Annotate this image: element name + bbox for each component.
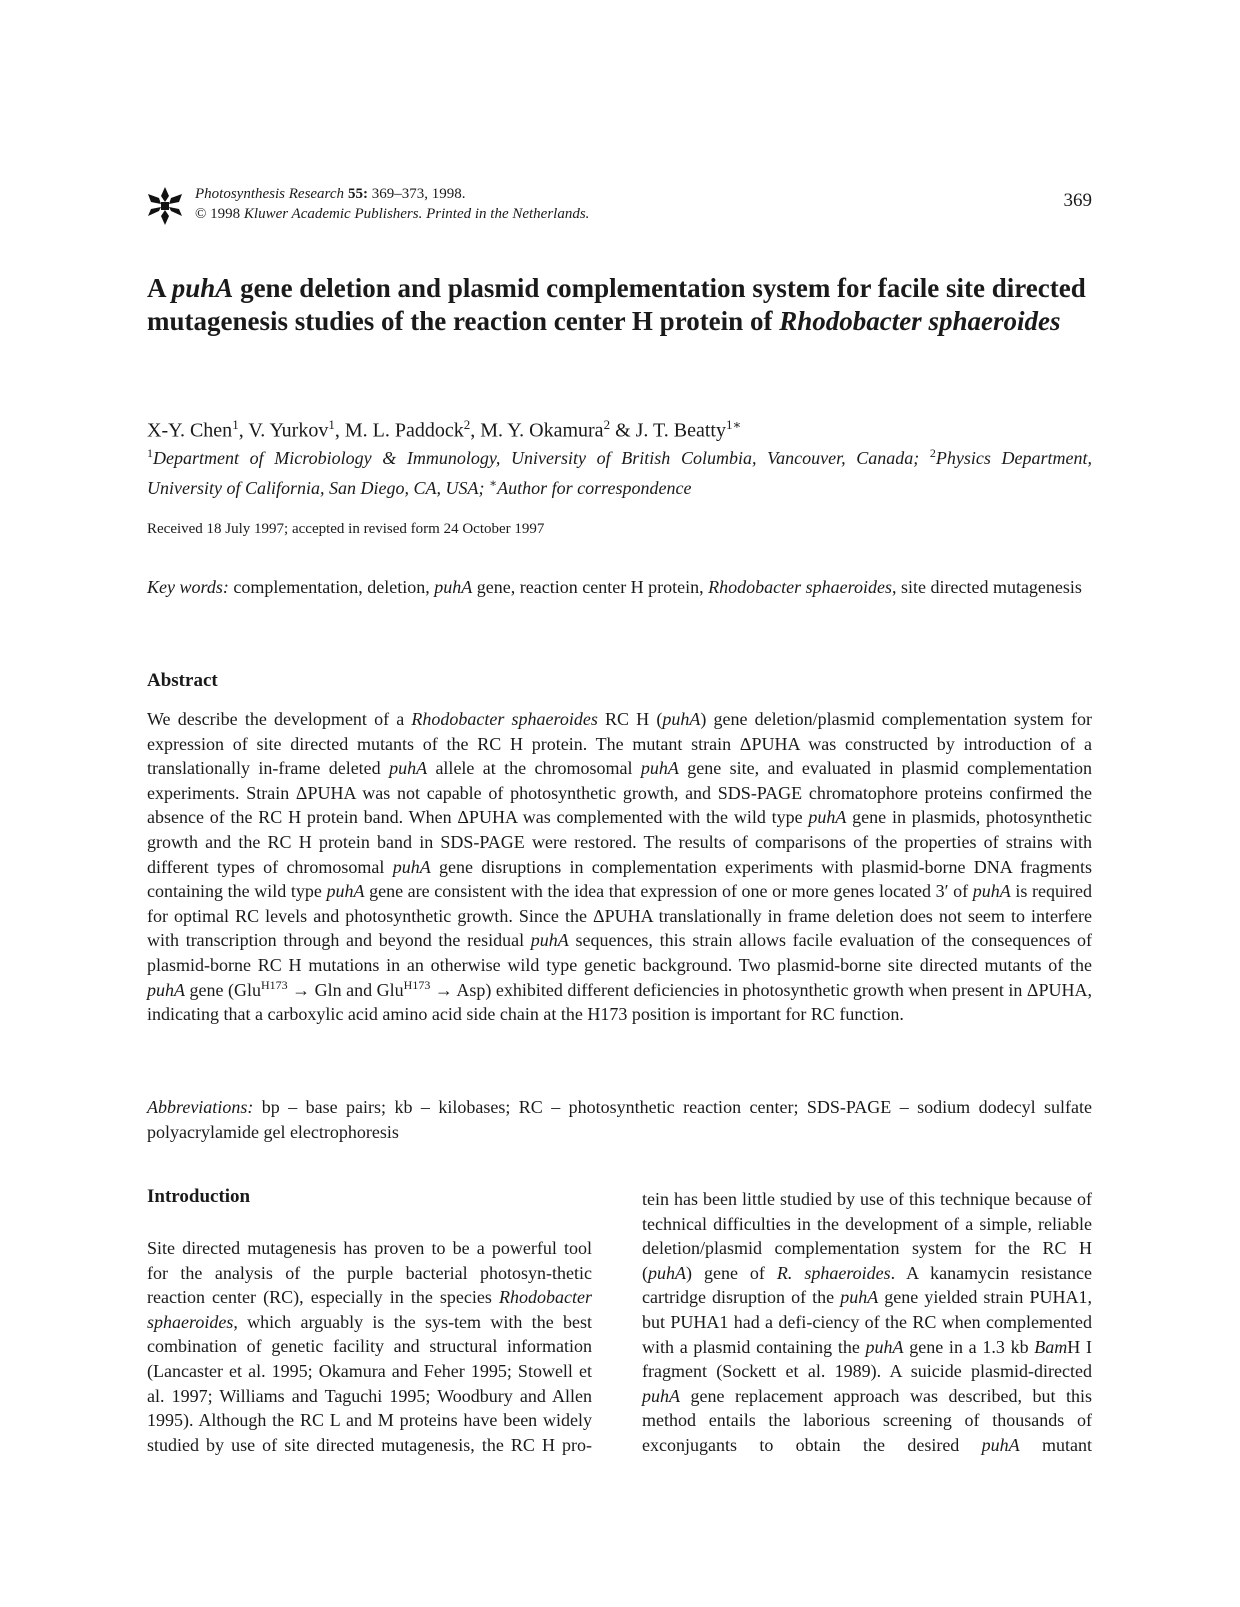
kluwer-publisher-logo — [147, 186, 183, 226]
abbreviations: Abbreviations: bp – base pairs; kb – kilobases; RC – photosynthetic reaction center; SDS-PAGE – sodium dodecyl sulfate polyacrylamide gel electrophoresis — [147, 1097, 1092, 1142]
keywords: Key words: complementation, deletion, puhA gene, reaction center H protein, Rhodobacter sphaeroides, site directed mutagenesis — [147, 577, 1082, 597]
journal-volume: 55: — [348, 186, 368, 202]
copyright-year: © 1998 — [195, 206, 241, 222]
introduction-right-column: tein has been little studied by use of this technique because of technical difficulties in the development of a simple, reliable deletion/plasmid complementation system for the RC H (puhA) gene of R. sphaeroides. A kanamycin resistance cartridge disruption of the puhA gene yielded strain PUHA1, but PUHA1 had a defi-ciency of the RC when complemented with a plasmid containing the puhA gene in a 1.3 kb BamH I fragment (Sockett et al. 1989). A suicide plasmid-directed puhA gene replacement approach was described, but this method entails the laborious screening of thousands of exconjugants to obtain the desired puhA mutant — [642, 1189, 1093, 1455]
introduction-left-column: Site directed mutagenesis has proven to be a powerful tool for the analysis of the purple bacterial photosyn-thetic reaction center (RC), especially in the species Rhodobacter sphaeroides, which arguably is the sys-tem with the best combination of genetic facility and structural information (Lancaster et al. 1995; Okamura and Feher 1995; Stowell et al. 1997; Williams and Taguchi 1995; Woodbury and Allen 1995). Although the RC L and M proteins have been widely studied by use of site directed mutagenesis, the RC H pro- — [147, 1238, 592, 1455]
journal-pages: 369–373, 1998. — [371, 186, 466, 202]
affiliations: $^1$Department of Microbiology & Immunology, University of British Columbia, Vancouver, Canada; $^2$Physics Department, University of California, San Diego, CA, USA; ∗Author for correspondence — [147, 446, 1093, 498]
abstract-heading: Abstract — [147, 670, 218, 691]
introduction-heading: Introduction — [147, 1186, 251, 1207]
received-dates: Received 18 July 1997; accepted in revised form 24 October 1997 — [147, 521, 545, 537]
author-list: X-Y. Chen$^1$, V. Yurkov$^1$, M. L. Paddock$^2$, M. Y. Okamura$^2$ & J. T. Beatty$^{1∗}$ — [147, 417, 742, 442]
paper-title: A puhA gene deletion and plasmid complementation system for facile site directed mutagenesis studies of the reaction center H protein of Rhodobacter sphaeroides — [147, 273, 1086, 336]
page-number: 369 — [1063, 190, 1092, 211]
abstract-text: We describe the development of a Rhodobacter sphaeroides RC H (puhA) gene deletion/plasmid complementation system for expression of site directed mutants of the RC H protein. The mutant strain ΔPUHA was constructed by introduction of a translationally in-frame deleted puhA allele at the chromosomal puhA gene site, and evaluated in plasmid complementation experiments. Strain ΔPUHA was not capable of photosynthetic growth, and SDS-PAGE chromatophore proteins confirmed the absence of the RC H protein band. When ΔPUHA was complemented with the wild type puhA gene in plasmids, photosynthetic growth and the RC H protein band in SDS-PAGE were restored. The results of comparisons of the properties of strains with different types of chromosomal puhA gene disruptions in complementation experiments with plasmid-borne DNA fragments containing the wild type puhA gene are consistent with the idea that expression of one or more genes located 3′ of puhA is required for optimal RC levels and photosynthetic growth. Since the ΔPUHA translationally in frame deletion does not seem to interfere with transcription through and beyond the residual puhA sequences, this strain allows facile evaluation of the consequences of plasmid-borne RC H mutations in an otherwise wild type genetic background. Two plasmid-borne site directed mutants of the puhA gene (Glu$^{H173}$ → Gln and Glu$^{H173}$ → Asp) exhibited different deficiencies in photosynthetic growth when present in ΔPUHA, indicating that a carboxylic acid amino acid side chain at the H173 position is important for RC function. — [147, 709, 1093, 1025]
journal-name: Photosynthesis Research — [195, 186, 344, 202]
publisher-line: Kluwer Academic Publishers. Printed in the Netherlands. — [243, 206, 590, 222]
journal-citation — [195, 184, 589, 224]
journal-header — [147, 184, 1092, 234]
